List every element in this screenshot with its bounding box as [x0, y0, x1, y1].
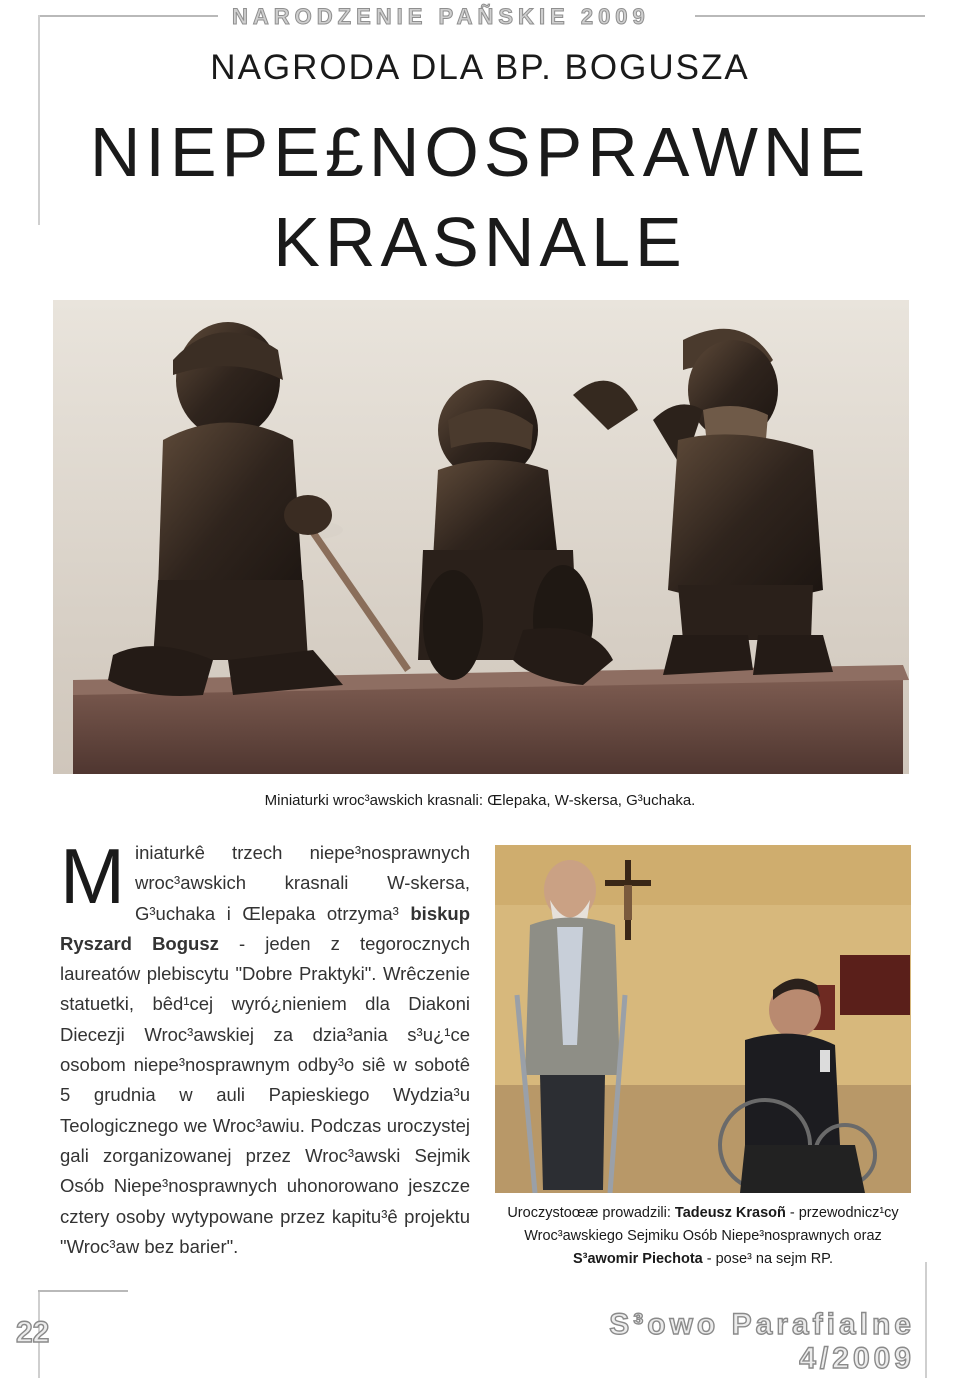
caption-name-piechota: S³awomir Piechota: [572, 1251, 703, 1267]
body-text-part2: - jeden z tegorocznych laureatów plebiscytu "Dobre Praktyki". Wrêczenie statuetki, bêd¹cej wyró¿nieniem dla Diakoni Diecezji Wroc³awskiej za dzia³ania s³u¿¹ce osobom niepe³nosprawnym odby³o siê w sobotê 5 grudnia w auli Papieskiego Wydzia³u Teologicznego we Wroc³awiu. Podczas uroczystej gali zorganizowanej przez Wroc³awski Sejmik Osób Niepe³nosprawnych uhonorowano jeszcze cztery osoby wytypowane przez kapitu³ê projektu "Wroc³aw bez barier".: [60, 932, 470, 1257]
caption-prefix: Uroczystoœæ prowadzili:: [507, 1205, 675, 1221]
body-text-part1: iniaturkê trzech niepe³nosprawnych wroc³awskich krasnali W-skersa, G³uchaka i Œlepaka otrzyma³: [134, 842, 470, 924]
page-number: 22: [16, 1316, 50, 1349]
section-header: NARODZENIE PAÑSKIE 2009: [232, 4, 650, 29]
article-title-line2: KRASNALE: [273, 203, 687, 281]
footer-rule-top: [38, 1290, 128, 1292]
article-title-line1: NIEPE£NOSPRAWNE: [89, 113, 871, 191]
article-subtitle: NAGRODA DLA BP. BOGUSZA: [210, 48, 750, 87]
article-body: [60, 832, 470, 1262]
bishop-name: biskup Ryszard Bogusz: [60, 902, 470, 954]
photo1-caption: Miniaturki wroc³awskich krasnali: Œlepaka, W-skersa, G³uchaka.: [264, 792, 696, 809]
issue-number: 4/2009: [799, 1342, 915, 1375]
caption-name-krason: Tadeusz Krasoñ: [674, 1205, 786, 1221]
photo2-caption: [495, 1202, 911, 1271]
caption-mid: - przewodnicz¹cy Wroc³awskiego Sejmiku Osób Niepe³nosprawnych oraz: [524, 1205, 899, 1244]
footer-rule-right: [925, 1262, 927, 1378]
ceremony-photo: [495, 845, 911, 1193]
header-rule-right: [695, 15, 925, 17]
drop-cap: M: [60, 832, 125, 920]
caption-suffix: - pose³ na sejm RP.: [702, 1251, 834, 1267]
header-rule-left: [38, 15, 218, 17]
magazine-title: S³owo Parafialne: [609, 1308, 915, 1341]
dwarf-statuettes-photo: [53, 300, 909, 774]
